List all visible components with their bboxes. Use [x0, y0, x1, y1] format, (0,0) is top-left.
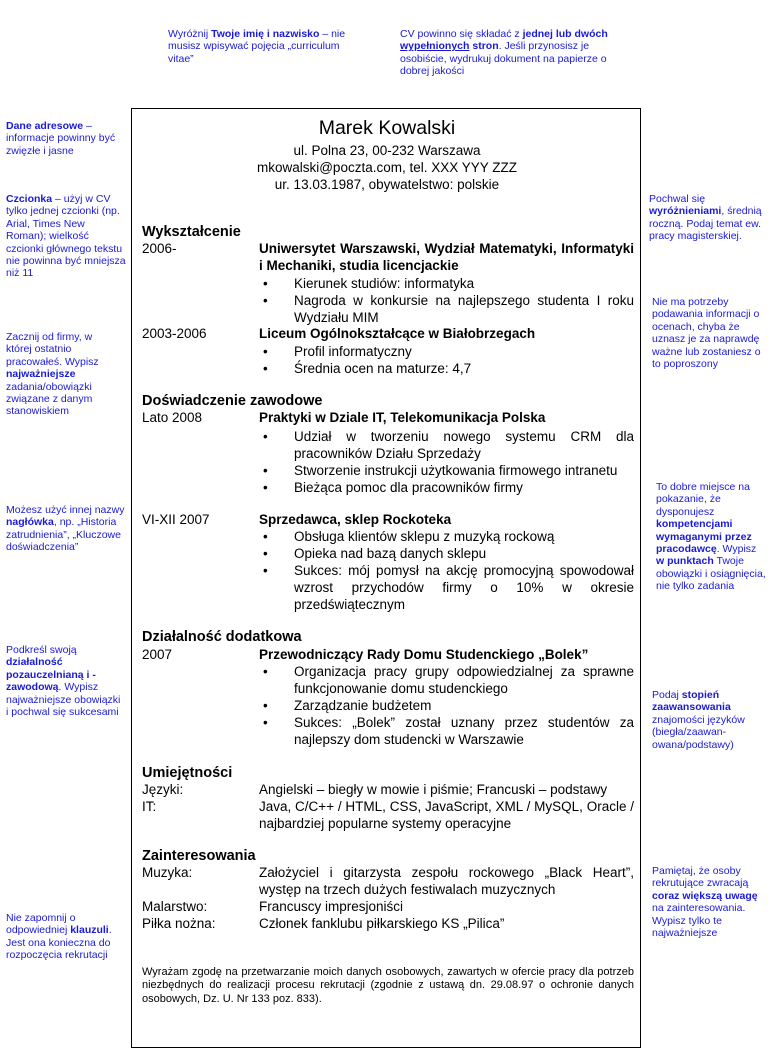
entry-bullet: • Kierunek studiów: informatyka [259, 276, 634, 293]
entry-bullet: • Stworzenie instrukcji użytkowania firmowego intranetu [259, 463, 634, 480]
skill-value: Angielski – biegły w mowie i piśmie; Francuski – podstawy [259, 782, 608, 797]
entry-bullet: • Sukces: mój pomysł na akcję promocyjną spowodował wzrost przychodów firmy o 10% w okresie przedświątecznym [259, 563, 634, 613]
skill-value: Java, C/C++ / HTML, CSS, JavaScript, XML / MySQL, Oracle / najbardziej popularne systemy operacyjne [259, 799, 634, 831]
note-awards-tip [649, 193, 765, 243]
note-text: . Jeśli przynosisz je osobiście, wydrukuj dokument na papierze o dobrej jakości [400, 40, 607, 78]
section-heading-skills: Umiejętności [142, 765, 233, 781]
note-bold: coraz większą uwagę [652, 889, 758, 902]
cv-birth: ur. 13.03.1987, obywatelstwo: polskie [274, 177, 500, 192]
note-underline: wypełnionych [400, 40, 470, 53]
entry-period: 2006- [142, 241, 177, 256]
note-text: . Jest ona konieczna do rozpoczęcia rekrutacji [6, 924, 112, 962]
note-text: Pochwal się [649, 193, 706, 205]
note-name-tip [168, 28, 358, 65]
note-bold: wyróżnieniami [649, 205, 722, 218]
entry-title: Przewodniczący Rady Domu Studenckiego „Bolek” [259, 647, 589, 662]
note-text: . Wypisz najważniejsze obowiązki i pochwal się sukcesami [6, 681, 121, 719]
note-activity-tip [6, 644, 122, 718]
note-text: Twoje obowiązki i osiągnięcia, nie tylko zadania [656, 555, 766, 593]
interest-value: Założyciel i gitarzysta zespołu rockowego „Black Heart”, występ na trzech dużych festiwalach muzycznych [259, 865, 634, 897]
section-heading-education: Wykształcenie [142, 224, 241, 240]
entry-title: Sprzedawca, sklep Rockoteka [259, 512, 452, 527]
interest-label: Piłka nożna: [142, 916, 216, 931]
section-heading-activity: Działalność dodatkowa [142, 629, 302, 645]
cv-name: Marek Kowalski [318, 117, 456, 139]
note-font-tip [6, 193, 126, 280]
note-bold: Czcionka [6, 193, 53, 205]
note-text: Podkreśl swoją [6, 644, 77, 656]
entry-bullet: • Bieżąca pomoc dla pracowników firmy [259, 480, 634, 497]
entry-bullet: • Profil informatyczny [259, 344, 634, 361]
entry-bullet: • Udział w tworzeniu nowego systemu CRM dla pracowników Działu Sprzedaży [259, 429, 634, 463]
note-text: na zainteresowania. Wypisz tylko te najważniejsze [652, 902, 746, 940]
note-text: To dobre miejsce na pokazanie, że dysponujesz [656, 481, 750, 518]
note-bold: nagłówka [6, 516, 54, 529]
note-bold: kompetencjami wymaganymi przez pracodawcę [656, 518, 752, 556]
entry-title: Liceum Ogólnokształcące w Białobrzegach [259, 326, 536, 341]
entry-period: 2003-2006 [142, 326, 207, 341]
note-text: , średnią roczną. Podaj temat ew. pracy magisterskiej. [649, 205, 762, 243]
entry-title: Praktyki w Dziale IT, Telekomunikacja Polska [259, 410, 546, 425]
note-interests-tip [652, 865, 764, 939]
skill-label: Języki: [142, 782, 184, 797]
note-text: Podaj [652, 689, 682, 701]
note-languages-tip [652, 689, 764, 751]
interest-label: Muzyka: [142, 865, 193, 880]
note-text: . Wypisz [716, 543, 757, 556]
entry-bullet: • Obsługa klientów sklepu z muzyką rockową [259, 529, 634, 546]
note-bold: działalność pozauczelnianą i -zawodową [6, 656, 96, 694]
note-bold: najważniejsze [6, 368, 76, 381]
note-bold: stron [469, 40, 499, 53]
note-text: Możesz użyć innej nazwy [6, 504, 125, 516]
note-length-tip [400, 28, 635, 78]
note-bold: klauzuli [70, 924, 109, 937]
note-bold: Twoje imię i nazwisko [211, 28, 320, 40]
note-text: Nie zapomnij o odpowiedniej [6, 912, 76, 937]
cv-contact: mkowalski@poczta.com, tel. XXX YYY ZZZ [256, 160, 518, 175]
note-clause-tip [6, 912, 124, 962]
interest-value: Francuscy impresjoniści [259, 899, 404, 914]
entry-bullet: • Organizacja pracy grupy odpowiedzialnej za sprawne funkcjonowanie domu studenckiego [259, 664, 634, 698]
note-text: Zacznij od firmy, w której ostatnio pracowałeś. Wypisz [6, 331, 99, 368]
note-bold: w punktach [656, 555, 714, 568]
note-bold: jednej lub dwóch [522, 28, 608, 40]
note-text: znajomości języków (biegła/zaawan-owana/podstawy) [652, 713, 745, 751]
note-text: zadania/obowiązki związane z danym stanowiskiem [6, 380, 93, 418]
entry-bullet: • Sukces: „Bolek” został uznany przez studentów za najlepszy dom studencki w Warszawie [259, 715, 634, 749]
section-heading-experience: Doświadczenie zawodowe [142, 393, 323, 409]
note-text: – nie musisz wpisywać pojęcia „curriculum vitae” [168, 28, 346, 65]
entry-bullet: • Średnia ocen na maturze: 4,7 [259, 361, 634, 378]
note-text: Nie ma potrzeby podawania informacji o ocenach, chyba że uznasz je za naprawdę ważne lub zostaniesz o to poproszony [652, 296, 761, 371]
interest-value: Członek fanklubu piłkarskiego KS „Pilica” [259, 916, 505, 931]
note-text: Wyróżnij [168, 28, 212, 40]
note-competence-tip [656, 481, 766, 593]
interest-label: Malarstwo: [142, 899, 208, 914]
note-heading-tip [6, 504, 128, 554]
note-grades-tip [652, 296, 764, 370]
entry-period: Lato 2008 [142, 410, 203, 425]
note-bold: Dane adresowe [6, 120, 84, 132]
entry-title: Uniwersytet Warszawski, Wydział Matematyki, Informatyki i Mechaniki, studia licencjackie [259, 241, 634, 273]
note-company-tip [6, 331, 118, 418]
entry-bullet: • Zarządzanie budżetem [259, 698, 634, 715]
note-text: Pamiętaj, że osoby rekrutujące zwracają [652, 865, 749, 890]
entry-period: 2007 [142, 647, 173, 662]
cv-document [131, 108, 641, 1048]
skill-label: IT: [142, 799, 157, 814]
entry-period: VI-XII 2007 [142, 512, 210, 527]
note-text: , np. „Historia zatrudnienia”, „Kluczowe doświadczenia” [6, 516, 121, 554]
note-text: – informacje powinny być zwięzłe i jasne [6, 120, 116, 157]
note-text: CV powinno się składać z [400, 28, 523, 40]
note-bold: stopień zaawansowania [652, 689, 731, 714]
note-address-tip [6, 120, 124, 157]
section-heading-interests: Zainteresowania [142, 848, 256, 864]
consent-clause: Wyrażam zgodę na przetwarzanie moich danych osobowych, zawartych w ofercie pracy dla potrzeb niezbędnych do realizacji procesu rekrutacji (zgodnie z ustawą dn. 29.08.97 o ochronie danych osobowych, Dz. U. Nr 133 poz. 833). [142, 966, 634, 1005]
note-text: – użyj w CV tylko jednej czcionki (np. Arial, Times New Roman); wielkość czcionki głównego tekstu nie powinna być mniejsza niż 11 [6, 193, 126, 280]
cv-address: ul. Polna 23, 00-232 Warszawa [293, 143, 481, 158]
entry-bullet: • Opieka nad bazą danych sklepu [259, 546, 634, 563]
entry-bullet: • Nagroda w konkursie na najlepszego studenta I roku Wydziału MIM [259, 293, 634, 327]
